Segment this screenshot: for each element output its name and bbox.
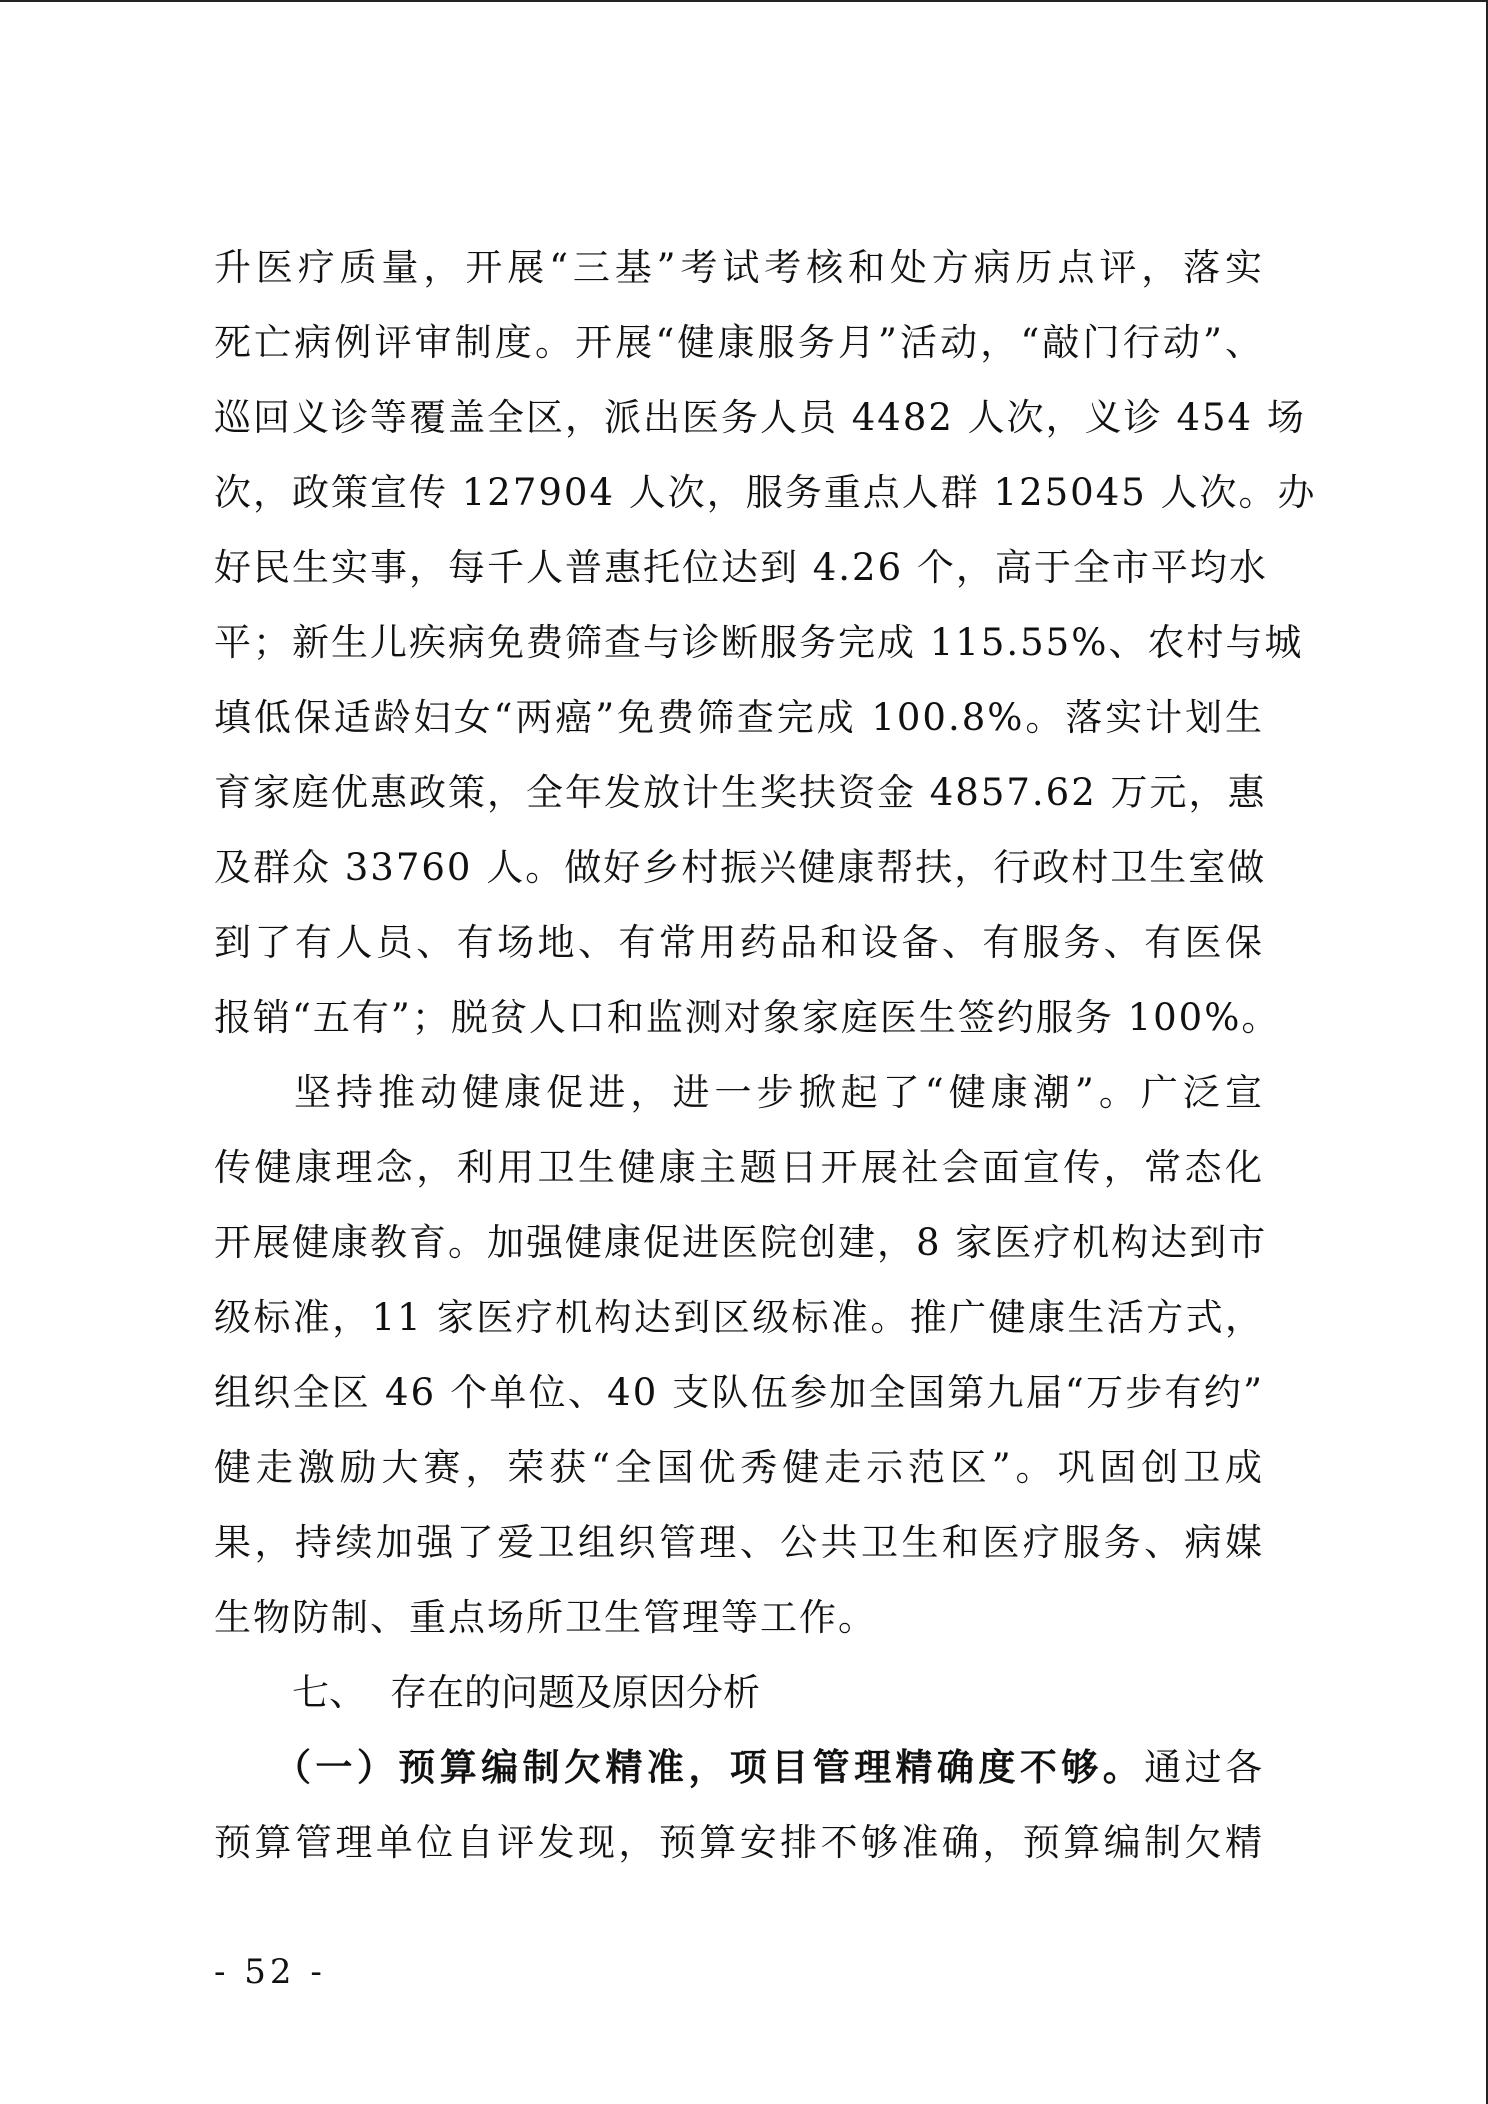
text-line: 级标准，11 家医疗机构达到区级标准。推广健康生活方式，: [214, 1296, 1264, 1339]
text-line: 升医疗质量，开展“三基”考试考核和处方病历点评，落实: [214, 246, 1264, 289]
paragraph-2: [214, 1055, 1268, 1655]
text-line: 坚持推动健康促进，进一步掀起了“健康潮”。广泛宣: [294, 1071, 1264, 1114]
paragraph-1: [214, 230, 1317, 1055]
page-number: - 52 -: [214, 1952, 326, 1992]
text-line: 报销“五有”；脱贫人口和监测对象家庭医生签约服务 100%。: [214, 996, 1281, 1039]
page-body: [214, 230, 1317, 1880]
text-line: 到了有人员、有场地、有常用药品和设备、有服务、有医保: [214, 921, 1264, 964]
text-line: 次，政策宣传 127904 人次，服务重点人群 125045 人次。办: [214, 471, 1317, 514]
text-line: 育家庭优惠政策，全年发放计生奖扶资金 4857.62 万元，惠: [214, 771, 1267, 814]
text-line: 巡回义诊等覆盖全区，派出医务人员 4482 人次，义诊 454 场: [214, 396, 1306, 439]
text-line: [214, 1730, 1264, 1805]
text-line: 生物防制、重点场所卫生管理等工作。: [214, 1596, 877, 1639]
text-line: 死亡病例评审制度。开展“健康服务月”活动，“敲门行动”、: [214, 321, 1264, 364]
text-line: 传健康理念，利用卫生健康主题日开展社会面宣传，常态化: [214, 1146, 1264, 1189]
section-heading: [214, 1655, 1264, 1730]
text-line: 果，持续加强了爱卫组织管理、公共卫生和医疗服务、病媒: [214, 1521, 1264, 1564]
text-line: 组织全区 46 个单位、40 支队伍参加全国第九届“万步有约”: [214, 1371, 1264, 1414]
text-line: 及群众 33760 人。做好乡村振兴健康帮扶，行政村卫生室做: [214, 846, 1267, 889]
section-title: 存在的问题及原因分析: [390, 1671, 760, 1714]
section-number: 七、: [292, 1671, 366, 1714]
text-line: 健走激励大赛，荣获“全国优秀健走示范区”。巩固创卫成: [214, 1446, 1264, 1489]
subsection-lead-rest: 通过各: [1144, 1746, 1265, 1789]
subsection-1: [214, 1730, 1264, 1880]
text-line: 填低保适龄妇女“两癌”免费筛查完成 100.8%。落实计划生: [214, 696, 1264, 739]
text-line: 开展健康教育。加强健康促进医院创建，8 家医疗机构达到市: [214, 1221, 1268, 1264]
text-line: 预算管理单位自评发现，预算安排不够准确，预算编制欠精: [214, 1821, 1264, 1864]
subsection-lead: （一）预算编制欠精准，项目管理精确度不够。: [274, 1745, 1145, 1789]
text-line: 平；新生儿疾病免费筛查与诊断服务完成 115.55%、农村与城: [214, 621, 1304, 664]
text-line: 好民生实事，每千人普惠托位达到 4.26 个，高于全市平均水: [214, 546, 1268, 589]
